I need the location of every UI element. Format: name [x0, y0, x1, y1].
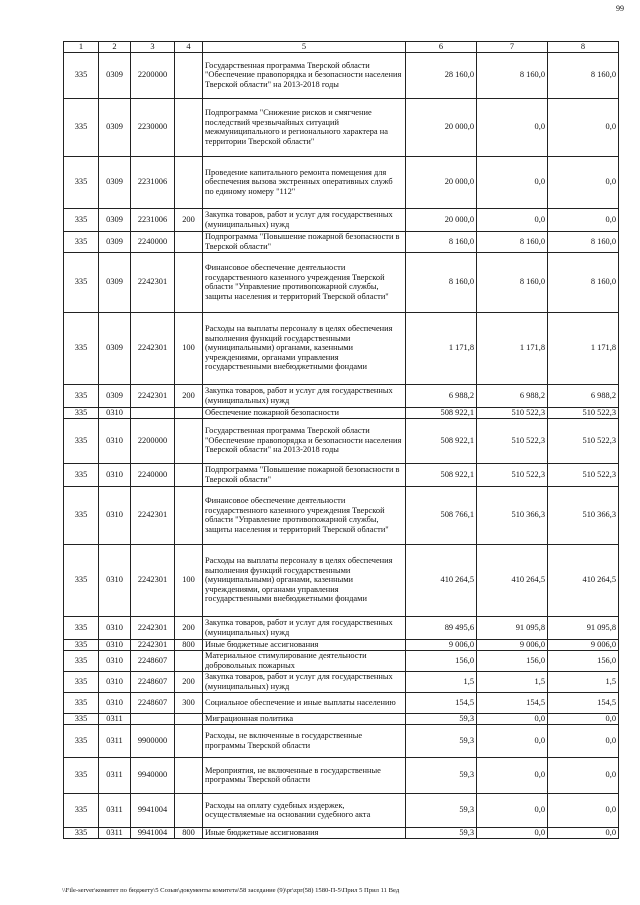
- amount-col6-cell: 89 495,6: [406, 616, 477, 639]
- section-code-cell: 335: [64, 757, 99, 793]
- amount-col7-cell: 510 522,3: [477, 418, 548, 463]
- table-row: [64, 692, 619, 713]
- amount-col6-cell: 410 264,5: [406, 544, 477, 616]
- amount-col6-cell: 59,3: [406, 724, 477, 757]
- target-article-cell: 2248607: [131, 671, 175, 692]
- amount-col8-cell: 8 160,0: [548, 52, 619, 98]
- subsection-code-cell: 0311: [99, 827, 131, 838]
- item-name-cell: Финансовое обеспечение деятельности государственного казенного учреждения Тверской области "Управление противопожарной службы, защиты населения и территорий Тверской области": [203, 486, 406, 544]
- subsection-code-cell: 0309: [99, 52, 131, 98]
- table-row: [64, 486, 619, 544]
- item-name-cell: Расходы на выплаты персоналу в целях обеспечения выполнения функций государственными (муниципальными) органами, казенными учреждениями, органами управления государственными внебюджетными фондами: [203, 312, 406, 384]
- subsection-code-cell: 0311: [99, 793, 131, 827]
- item-name-cell: Иные бюджетные ассигнования: [203, 639, 406, 650]
- header-cell: 2: [99, 42, 131, 53]
- amount-col7-cell: 1 171,8: [477, 312, 548, 384]
- target-article-cell: [131, 407, 175, 418]
- target-article-cell: 2200000: [131, 418, 175, 463]
- amount-col6-cell: 59,3: [406, 827, 477, 838]
- section-code-cell: 335: [64, 692, 99, 713]
- expense-type-cell: [175, 757, 203, 793]
- amount-col7-cell: 1,5: [477, 671, 548, 692]
- amount-col8-cell: 0,0: [548, 724, 619, 757]
- item-name-cell: Подпрограмма "Снижение рисков и смягчение последствий чрезвычайных ситуаций межмуниципального и регионального характера на территории Тверской области": [203, 98, 406, 156]
- subsection-code-cell: 0309: [99, 231, 131, 252]
- amount-col8-cell: 1,5: [548, 671, 619, 692]
- amount-col7-cell: 0,0: [477, 724, 548, 757]
- amount-col8-cell: 0,0: [548, 713, 619, 724]
- section-code-cell: 335: [64, 827, 99, 838]
- amount-col8-cell: 510 522,3: [548, 463, 619, 486]
- table-row: [64, 671, 619, 692]
- header-cell: 6: [406, 42, 477, 53]
- amount-col8-cell: 156,0: [548, 650, 619, 671]
- amount-col6-cell: 508 922,1: [406, 463, 477, 486]
- amount-col7-cell: 154,5: [477, 692, 548, 713]
- section-code-cell: 335: [64, 312, 99, 384]
- expense-type-cell: [175, 724, 203, 757]
- target-article-cell: 2248607: [131, 692, 175, 713]
- amount-col8-cell: 0,0: [548, 757, 619, 793]
- table-row: [64, 827, 619, 838]
- amount-col8-cell: 0,0: [548, 208, 619, 231]
- amount-col7-cell: 6 988,2: [477, 384, 548, 407]
- amount-col6-cell: 59,3: [406, 757, 477, 793]
- section-code-cell: 335: [64, 793, 99, 827]
- subsection-code-cell: 0310: [99, 463, 131, 486]
- amount-col8-cell: 9 006,0: [548, 639, 619, 650]
- expense-type-cell: [175, 650, 203, 671]
- amount-col6-cell: 1,5: [406, 671, 477, 692]
- section-code-cell: 335: [64, 463, 99, 486]
- target-article-cell: 2242301: [131, 486, 175, 544]
- section-code-cell: 335: [64, 650, 99, 671]
- amount-col7-cell: 0,0: [477, 208, 548, 231]
- amount-col6-cell: 20 000,0: [406, 156, 477, 208]
- amount-col6-cell: 508 766,1: [406, 486, 477, 544]
- expense-type-cell: [175, 52, 203, 98]
- header-cell: 5: [203, 42, 406, 53]
- table-row: [64, 544, 619, 616]
- section-code-cell: 335: [64, 616, 99, 639]
- amount-col6-cell: 508 922,1: [406, 418, 477, 463]
- target-article-cell: 2242301: [131, 312, 175, 384]
- target-article-cell: 2242301: [131, 252, 175, 312]
- table-row: [64, 312, 619, 384]
- item-name-cell: Подпрограмма "Повышение пожарной безопасности в Тверской области": [203, 463, 406, 486]
- section-code-cell: 335: [64, 156, 99, 208]
- amount-col7-cell: 510 522,3: [477, 463, 548, 486]
- expense-type-cell: 800: [175, 639, 203, 650]
- amount-col8-cell: 8 160,0: [548, 231, 619, 252]
- amount-col8-cell: 0,0: [548, 827, 619, 838]
- target-article-cell: 2242301: [131, 639, 175, 650]
- amount-col7-cell: 0,0: [477, 793, 548, 827]
- target-article-cell: [131, 713, 175, 724]
- section-code-cell: 335: [64, 407, 99, 418]
- item-name-cell: Государственная программа Тверской области "Обеспечение правопорядка и безопасности населения Тверской области" на 2013-2018 годы: [203, 52, 406, 98]
- amount-col8-cell: 91 095,8: [548, 616, 619, 639]
- amount-col6-cell: 508 922,1: [406, 407, 477, 418]
- section-code-cell: 335: [64, 252, 99, 312]
- expense-type-cell: [175, 793, 203, 827]
- amount-col8-cell: 154,5: [548, 692, 619, 713]
- expense-type-cell: [175, 463, 203, 486]
- section-code-cell: 335: [64, 639, 99, 650]
- table-row: [64, 156, 619, 208]
- table-row: [64, 208, 619, 231]
- target-article-cell: 9941004: [131, 793, 175, 827]
- amount-col8-cell: 1 171,8: [548, 312, 619, 384]
- amount-col8-cell: 510 366,3: [548, 486, 619, 544]
- amount-col8-cell: 510 522,3: [548, 407, 619, 418]
- item-name-cell: Миграционная политика: [203, 713, 406, 724]
- target-article-cell: 2231006: [131, 156, 175, 208]
- expense-type-cell: [175, 418, 203, 463]
- expense-type-cell: 200: [175, 616, 203, 639]
- amount-col6-cell: 59,3: [406, 713, 477, 724]
- section-code-cell: 335: [64, 208, 99, 231]
- table-body: [64, 42, 619, 839]
- amount-col7-cell: 0,0: [477, 713, 548, 724]
- subsection-code-cell: 0311: [99, 713, 131, 724]
- header-cell: 8: [548, 42, 619, 53]
- target-article-cell: 9940000: [131, 757, 175, 793]
- amount-col6-cell: 156,0: [406, 650, 477, 671]
- expense-type-cell: 800: [175, 827, 203, 838]
- target-article-cell: 2242301: [131, 544, 175, 616]
- amount-col7-cell: 156,0: [477, 650, 548, 671]
- amount-col7-cell: 0,0: [477, 98, 548, 156]
- table-row: [64, 418, 619, 463]
- table-row: [64, 616, 619, 639]
- subsection-code-cell: 0310: [99, 616, 131, 639]
- item-name-cell: Закупка товаров, работ и услуг для государственных (муниципальных) нужд: [203, 208, 406, 231]
- subsection-code-cell: 0310: [99, 544, 131, 616]
- amount-col6-cell: 6 988,2: [406, 384, 477, 407]
- expense-type-cell: 300: [175, 692, 203, 713]
- amount-col6-cell: 28 160,0: [406, 52, 477, 98]
- amount-col6-cell: 8 160,0: [406, 231, 477, 252]
- amount-col6-cell: 154,5: [406, 692, 477, 713]
- expense-type-cell: [175, 98, 203, 156]
- table-row: [64, 384, 619, 407]
- table-row: [64, 52, 619, 98]
- amount-col7-cell: 8 160,0: [477, 252, 548, 312]
- subsection-code-cell: 0310: [99, 692, 131, 713]
- expense-type-cell: [175, 486, 203, 544]
- table-row: [64, 639, 619, 650]
- amount-col7-cell: 91 095,8: [477, 616, 548, 639]
- amount-col6-cell: 9 006,0: [406, 639, 477, 650]
- subsection-code-cell: 0309: [99, 98, 131, 156]
- section-code-cell: 335: [64, 231, 99, 252]
- table-row: [64, 793, 619, 827]
- amount-col8-cell: 0,0: [548, 98, 619, 156]
- expense-type-cell: [175, 407, 203, 418]
- item-name-cell: Обеспечение пожарной безопасности: [203, 407, 406, 418]
- subsection-code-cell: 0311: [99, 757, 131, 793]
- item-name-cell: Расходы на выплаты персоналу в целях обеспечения выполнения функций государственными (муниципальными) органами, казенными учреждениями, органами управления государственными внебюджетными фондами: [203, 544, 406, 616]
- amount-col7-cell: 0,0: [477, 156, 548, 208]
- section-code-cell: 335: [64, 724, 99, 757]
- amount-col7-cell: 410 264,5: [477, 544, 548, 616]
- header-row: [64, 42, 619, 53]
- section-code-cell: 335: [64, 418, 99, 463]
- section-code-cell: 335: [64, 713, 99, 724]
- target-article-cell: 9941004: [131, 827, 175, 838]
- target-article-cell: 2240000: [131, 463, 175, 486]
- amount-col8-cell: 8 160,0: [548, 252, 619, 312]
- item-name-cell: Финансовое обеспечение деятельности государственного казенного учреждения Тверской области "Управление противопожарной службы, защиты населения и территорий Тверской области": [203, 252, 406, 312]
- subsection-code-cell: 0310: [99, 407, 131, 418]
- subsection-code-cell: 0310: [99, 486, 131, 544]
- amount-col8-cell: 0,0: [548, 156, 619, 208]
- item-name-cell: Расходы на оплату судебных издержек, осуществляемые на основании судебного акта: [203, 793, 406, 827]
- header-cell: 1: [64, 42, 99, 53]
- item-name-cell: Расходы, не включенные в государственные программы Тверской области: [203, 724, 406, 757]
- target-article-cell: 2240000: [131, 231, 175, 252]
- amount-col8-cell: 0,0: [548, 793, 619, 827]
- subsection-code-cell: 0310: [99, 671, 131, 692]
- amount-col7-cell: 8 160,0: [477, 52, 548, 98]
- page-number: 99: [616, 4, 624, 13]
- amount-col6-cell: 20 000,0: [406, 98, 477, 156]
- table-row: [64, 757, 619, 793]
- section-code-cell: 335: [64, 98, 99, 156]
- subsection-code-cell: 0310: [99, 418, 131, 463]
- subsection-code-cell: 0309: [99, 252, 131, 312]
- item-name-cell: Мероприятия, не включенные в государственные программы Тверской области: [203, 757, 406, 793]
- section-code-cell: 335: [64, 671, 99, 692]
- amount-col6-cell: 59,3: [406, 793, 477, 827]
- expense-type-cell: 100: [175, 544, 203, 616]
- amount-col6-cell: 8 160,0: [406, 252, 477, 312]
- table-row: [64, 231, 619, 252]
- expense-type-cell: [175, 252, 203, 312]
- table-row: [64, 252, 619, 312]
- table-row: [64, 724, 619, 757]
- amount-col7-cell: 0,0: [477, 757, 548, 793]
- section-code-cell: 335: [64, 544, 99, 616]
- target-article-cell: 2200000: [131, 52, 175, 98]
- subsection-code-cell: 0309: [99, 208, 131, 231]
- subsection-code-cell: 0309: [99, 384, 131, 407]
- section-code-cell: 335: [64, 384, 99, 407]
- table-row: [64, 650, 619, 671]
- item-name-cell: Государственная программа Тверской области "Обеспечение правопорядка и безопасности населения Тверской области" на 2013-2018 годы: [203, 418, 406, 463]
- target-article-cell: 9900000: [131, 724, 175, 757]
- expense-type-cell: 100: [175, 312, 203, 384]
- item-name-cell: Материальное стимулирование деятельности добровольных пожарных: [203, 650, 406, 671]
- header-cell: 7: [477, 42, 548, 53]
- subsection-code-cell: 0310: [99, 639, 131, 650]
- amount-col7-cell: 510 366,3: [477, 486, 548, 544]
- item-name-cell: Закупка товаров, работ и услуг для государственных (муниципальных) нужд: [203, 671, 406, 692]
- amount-col7-cell: 8 160,0: [477, 231, 548, 252]
- section-code-cell: 335: [64, 486, 99, 544]
- footer-file-path: \\File-server\комитет по бюджету\5 Созыв\документы комитета\58 заседание (9)\pr\zpr(58) 1580-П-5\Прил 5 Прил 11 Вед: [62, 887, 400, 894]
- amount-col6-cell: 1 171,8: [406, 312, 477, 384]
- amount-col6-cell: 20 000,0: [406, 208, 477, 231]
- target-article-cell: 2242301: [131, 616, 175, 639]
- amount-col7-cell: 510 522,3: [477, 407, 548, 418]
- expense-type-cell: 200: [175, 671, 203, 692]
- subsection-code-cell: 0310: [99, 650, 131, 671]
- header-cell: 3: [131, 42, 175, 53]
- table-row: [64, 407, 619, 418]
- item-name-cell: Закупка товаров, работ и услуг для государственных (муниципальных) нужд: [203, 384, 406, 407]
- amount-col8-cell: 410 264,5: [548, 544, 619, 616]
- amount-col7-cell: 9 006,0: [477, 639, 548, 650]
- section-code-cell: 335: [64, 52, 99, 98]
- table-row: [64, 463, 619, 486]
- item-name-cell: Социальное обеспечение и иные выплаты населению: [203, 692, 406, 713]
- item-name-cell: Иные бюджетные ассигнования: [203, 827, 406, 838]
- expense-type-cell: [175, 713, 203, 724]
- subsection-code-cell: 0309: [99, 156, 131, 208]
- target-article-cell: 2230000: [131, 98, 175, 156]
- table-row: [64, 98, 619, 156]
- target-article-cell: 2231006: [131, 208, 175, 231]
- subsection-code-cell: 0309: [99, 312, 131, 384]
- table-row: [64, 713, 619, 724]
- amount-col7-cell: 0,0: [477, 827, 548, 838]
- target-article-cell: 2248607: [131, 650, 175, 671]
- amount-col8-cell: 6 988,2: [548, 384, 619, 407]
- amount-col8-cell: 510 522,3: [548, 418, 619, 463]
- target-article-cell: 2242301: [131, 384, 175, 407]
- item-name-cell: Закупка товаров, работ и услуг для государственных (муниципальных) нужд: [203, 616, 406, 639]
- item-name-cell: Проведение капитального ремонта помещения для обеспечения вызова экстренных оперативных служб по единому номеру "112": [203, 156, 406, 208]
- header-cell: 4: [175, 42, 203, 53]
- subsection-code-cell: 0311: [99, 724, 131, 757]
- expense-type-cell: 200: [175, 384, 203, 407]
- expense-type-cell: 200: [175, 208, 203, 231]
- expense-type-cell: [175, 156, 203, 208]
- item-name-cell: Подпрограмма "Повышение пожарной безопасности в Тверской области": [203, 231, 406, 252]
- budget-table: [63, 41, 619, 839]
- expense-type-cell: [175, 231, 203, 252]
